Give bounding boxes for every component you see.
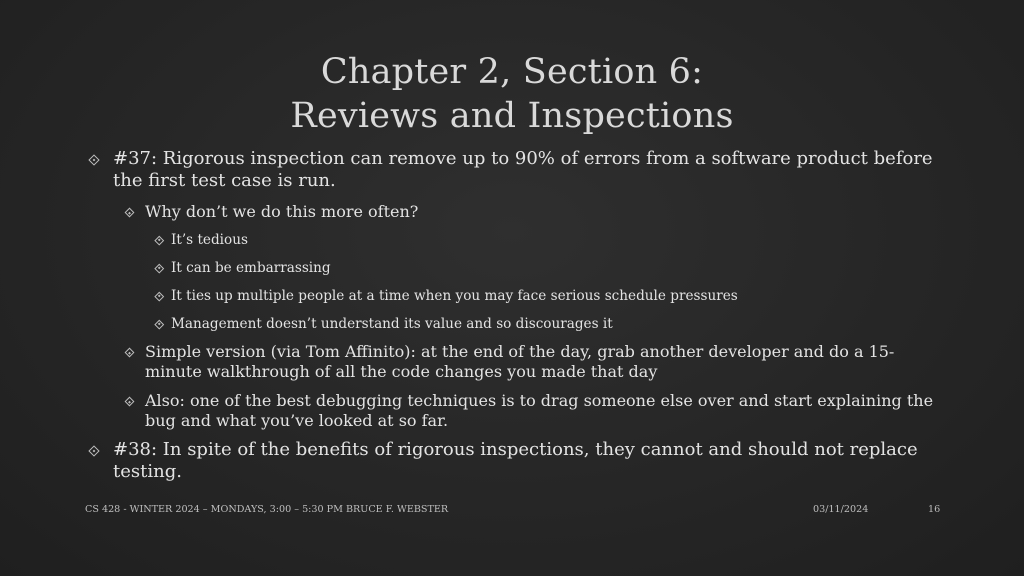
bullet-text: Management doesn’t understand its value and so discourages it [171,316,613,332]
bullet-text: Why don’t we do this more often? [145,202,419,221]
bullet-item [123,391,948,431]
diamond-bullet-icon [125,208,135,218]
bullet-text: Also: one of the best debugging techniques is to drag someone else over and start explaining the bug and what you’ve looked at so far. [145,391,934,430]
footer-date: 03/11/2024 [813,504,869,515]
bullet-text: It can be embarrassing [171,260,331,276]
footer-course: CS 428 - WINTER 2024 – MONDAYS, 3:00 – 5:30 PM BRUCE F. WEBSTER [85,504,449,515]
bullet-item [123,202,948,222]
bullet-item [153,287,948,305]
diamond-bullet-icon [88,154,99,165]
bullet-item [153,315,948,333]
footer-page-number: 16 [928,504,941,515]
diamond-bullet-icon [125,348,135,358]
diamond-bullet-icon [155,292,164,301]
bullet-item [88,148,948,192]
bullet-item [123,342,948,382]
bullet-item [88,439,948,483]
diamond-bullet-icon [88,445,99,456]
bullet-text: It ties up multiple people at a time when you may face serious schedule pressures [171,288,738,304]
bullet-text: Simple version (via Tom Affinito): at the end of the day, grab another developer and do a 15-minute walkthrough of all the code changes you made that day [145,342,895,381]
bullet-item [153,231,948,249]
diamond-bullet-icon [155,320,164,329]
slide-title [0,50,1024,138]
title-line-1: Chapter 2, Section 6: [320,52,704,92]
slide-content [88,148,948,483]
bullet-text: #37: Rigorous inspection can remove up to 90% of errors from a software product before the first test case is run. [113,148,933,191]
diamond-bullet-icon [155,236,164,245]
diamond-bullet-icon [125,397,135,407]
bullet-text: It’s tedious [171,232,248,248]
diamond-bullet-icon [155,264,164,273]
bullet-item [153,259,948,277]
title-line-2: Reviews and Inspections [290,96,734,136]
bullet-text: #38: In spite of the benefits of rigorous inspections, they cannot and should not replace testing. [113,439,918,482]
